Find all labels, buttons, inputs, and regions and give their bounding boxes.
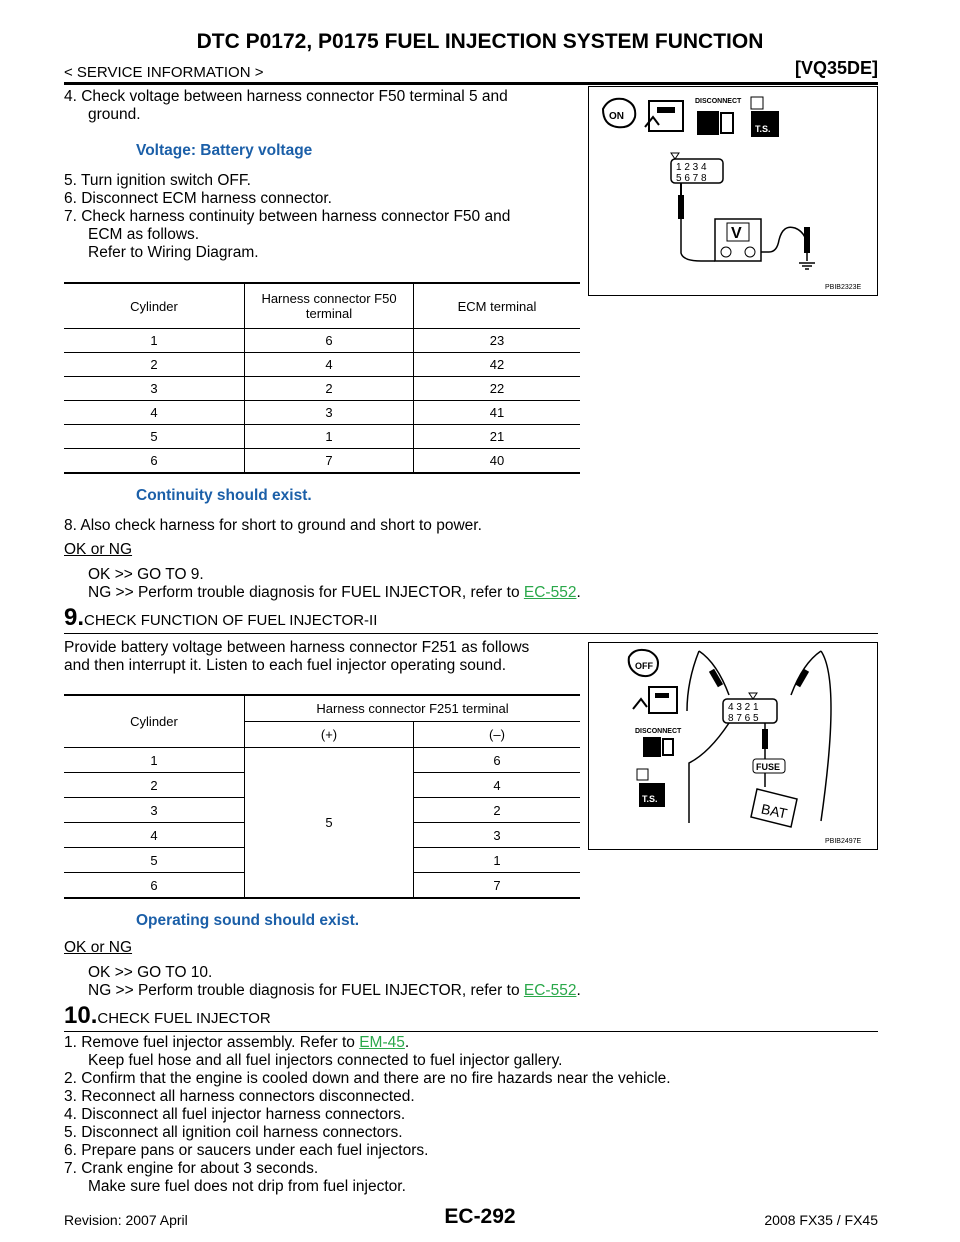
- ts-icon: [637, 769, 665, 807]
- ignition-off-icon: [629, 650, 658, 676]
- minus-terminal-cell: 7: [414, 873, 581, 899]
- item-5: 5. Turn ignition switch OFF.: [64, 172, 251, 189]
- table-row: [64, 748, 580, 773]
- s10-item-3: 3. Reconnect all harness connectors disconnected.: [64, 1088, 415, 1105]
- table-cell: 1: [245, 425, 414, 449]
- item-7-ref: Refer to Wiring Diagram.: [88, 244, 259, 261]
- connector-icon: [645, 101, 683, 131]
- minus-terminal-cell: 6: [414, 748, 581, 773]
- table-cell: 40: [414, 449, 581, 474]
- disconnect-connector-icon: [643, 737, 673, 757]
- disconnect-label: DISCONNECT: [695, 98, 742, 105]
- ng-result-2: NG >> Perform trouble diagnosis for FUEL INJECTOR, refer to EC-552.: [88, 982, 581, 999]
- table-cell: 41: [414, 401, 581, 425]
- s10-item-7-cont: Make sure fuel does not drip from fuel injector.: [88, 1178, 406, 1195]
- cylinder-cell: 1: [64, 748, 245, 773]
- cylinder-cell: 4: [64, 823, 245, 848]
- svg-text:5 6 7 8: 5 6 7 8: [676, 173, 707, 184]
- cylinder-cell: 2: [64, 773, 245, 798]
- em-45-link[interactable]: EM-45: [359, 1034, 405, 1051]
- page-number: EC-292: [444, 1205, 516, 1228]
- step-9-para-1: Provide battery voltage between harness connector F251 as follows: [64, 639, 530, 656]
- svg-text:BAT: BAT: [759, 800, 789, 822]
- th-ecm: ECM terminal: [414, 283, 581, 329]
- minus-terminal-cell: 2: [414, 798, 581, 823]
- voltage-check-diagram: [589, 87, 877, 295]
- table-row: [64, 425, 580, 449]
- table-cell: 2: [64, 353, 245, 377]
- step-9-rule: [64, 633, 878, 634]
- th-connector: Harness connector F251 terminal: [316, 701, 509, 716]
- th-cylinder: Cylinder: [64, 283, 245, 329]
- svg-text:FUSE: FUSE: [756, 762, 781, 772]
- table-cell: 4: [64, 401, 245, 425]
- continuity-spec: Continuity should exist.: [136, 487, 312, 504]
- item-7: 7. Check harness continuity between harness connector F50 and: [64, 208, 511, 225]
- continuity-table: [64, 282, 580, 474]
- table-cell: 3: [245, 401, 414, 425]
- ok-result-2: OK >> GO TO 10.: [88, 964, 213, 981]
- revision: Revision: 2007 April: [64, 1212, 188, 1228]
- svg-text:ON: ON: [609, 111, 624, 122]
- minus-terminal-cell: 3: [414, 823, 581, 848]
- ts-icon: [751, 97, 779, 137]
- svg-text:OFF: OFF: [635, 661, 653, 671]
- table-cell: 5: [64, 425, 245, 449]
- plus-terminal-cell: 5: [245, 748, 414, 899]
- item-7-cont: ECM as follows.: [88, 226, 200, 243]
- ok-result: OK >> GO TO 9.: [88, 566, 204, 583]
- svg-text:1 2 3 4: 1 2 3 4: [676, 162, 707, 173]
- ec-552-link-2[interactable]: EC-552: [523, 982, 577, 999]
- ec-552-link[interactable]: EC-552: [523, 584, 577, 601]
- figure-injector-check: [588, 642, 878, 850]
- svg-text:V: V: [731, 225, 742, 242]
- cylinder-cell: 6: [64, 873, 245, 899]
- voltage-spec: Voltage: Battery voltage: [136, 142, 313, 159]
- s10-item-1: 1. Remove fuel injector assembly. Refer to EM-45.: [64, 1034, 410, 1051]
- cylinder-cell: 3: [64, 798, 245, 823]
- th-minus: (–): [414, 722, 581, 748]
- ok-ng-label-2: OK or NG: [64, 939, 133, 956]
- table-cell: 6: [245, 329, 414, 353]
- header-rule: [64, 82, 878, 85]
- sound-spec: Operating sound should exist.: [136, 912, 360, 929]
- s10-item-7: 7. Crank engine for about 3 seconds.: [64, 1160, 319, 1177]
- model: 2008 FX35 / FX45: [764, 1212, 878, 1228]
- svg-text:4 3 2 1: 4 3 2 1: [728, 702, 759, 713]
- s10-item-2: 2. Confirm that the engine is cooled down and there are no fire hazards near the vehicle.: [64, 1070, 671, 1087]
- step-9-para-2: and then interrupt it. Listen to each fuel injector operating sound.: [64, 657, 507, 674]
- connector-icon: [633, 687, 677, 713]
- section-label: < SERVICE INFORMATION >: [64, 64, 264, 81]
- figure-code: PBIB2497E: [825, 838, 862, 845]
- item-4-cont: ground.: [88, 106, 141, 123]
- ok-ng-label: OK or NG: [64, 541, 133, 558]
- cylinder-cell: 5: [64, 848, 245, 873]
- table-cell: 6: [64, 449, 245, 474]
- step-9-heading: 9.CHECK FUNCTION OF FUEL INJECTOR-II: [64, 604, 378, 631]
- table-row: [64, 401, 580, 425]
- table-row: [64, 377, 580, 401]
- figure-code: PBIB2323E: [825, 284, 862, 291]
- s10-item-1-cont: Keep fuel hose and all fuel injectors connected to fuel injector gallery.: [88, 1052, 563, 1069]
- table-cell: 42: [414, 353, 581, 377]
- svg-text:T.S.: T.S.: [755, 124, 771, 134]
- table-cell: 22: [414, 377, 581, 401]
- disconnect-connector-icon: [697, 111, 733, 135]
- table-cell: 3: [64, 377, 245, 401]
- table-cell: 21: [414, 425, 581, 449]
- injector-check-diagram: [589, 643, 877, 849]
- th-cylinder: Cylinder: [64, 695, 245, 748]
- svg-text:T.S.: T.S.: [642, 794, 658, 804]
- engine-label: [VQ35DE]: [794, 58, 878, 78]
- item-4: 4. Check voltage between harness connector F50 terminal 5 and: [64, 88, 508, 105]
- table-row: [64, 329, 580, 353]
- ignition-on-icon: [603, 99, 635, 128]
- step-10-heading: 10.CHECK FUEL INJECTOR: [64, 1002, 271, 1029]
- s10-item-4: 4. Disconnect all fuel injector harness connectors.: [64, 1106, 406, 1123]
- th-harness: Harness connector F50 terminal: [245, 283, 414, 329]
- figure-voltage-check: [588, 86, 878, 296]
- page-title: DTC P0172, P0175 FUEL INJECTION SYSTEM FUNCTION: [196, 30, 764, 53]
- table-cell: 4: [245, 353, 414, 377]
- th-plus: (+): [245, 722, 414, 748]
- ng-result: NG >> Perform trouble diagnosis for FUEL INJECTOR, refer to EC-552.: [88, 584, 581, 601]
- table-cell: 23: [414, 329, 581, 353]
- s10-item-6: 6. Prepare pans or saucers under each fuel injectors.: [64, 1142, 429, 1159]
- table-cell: 2: [245, 377, 414, 401]
- table-cell: 1: [64, 329, 245, 353]
- item-6: 6. Disconnect ECM harness connector.: [64, 190, 332, 207]
- disconnect-label: DISCONNECT: [635, 728, 682, 735]
- injector-sound-table: [64, 694, 580, 899]
- minus-terminal-cell: 4: [414, 773, 581, 798]
- table-row: [64, 449, 580, 474]
- minus-terminal-cell: 1: [414, 848, 581, 873]
- item-8: 8. Also check harness for short to ground and short to power.: [64, 517, 482, 534]
- table-cell: 7: [245, 449, 414, 474]
- table-row: [64, 353, 580, 377]
- s10-item-5: 5. Disconnect all ignition coil harness connectors.: [64, 1124, 403, 1141]
- svg-text:8 7 6 5: 8 7 6 5: [728, 713, 759, 724]
- step-10-rule: [64, 1031, 878, 1032]
